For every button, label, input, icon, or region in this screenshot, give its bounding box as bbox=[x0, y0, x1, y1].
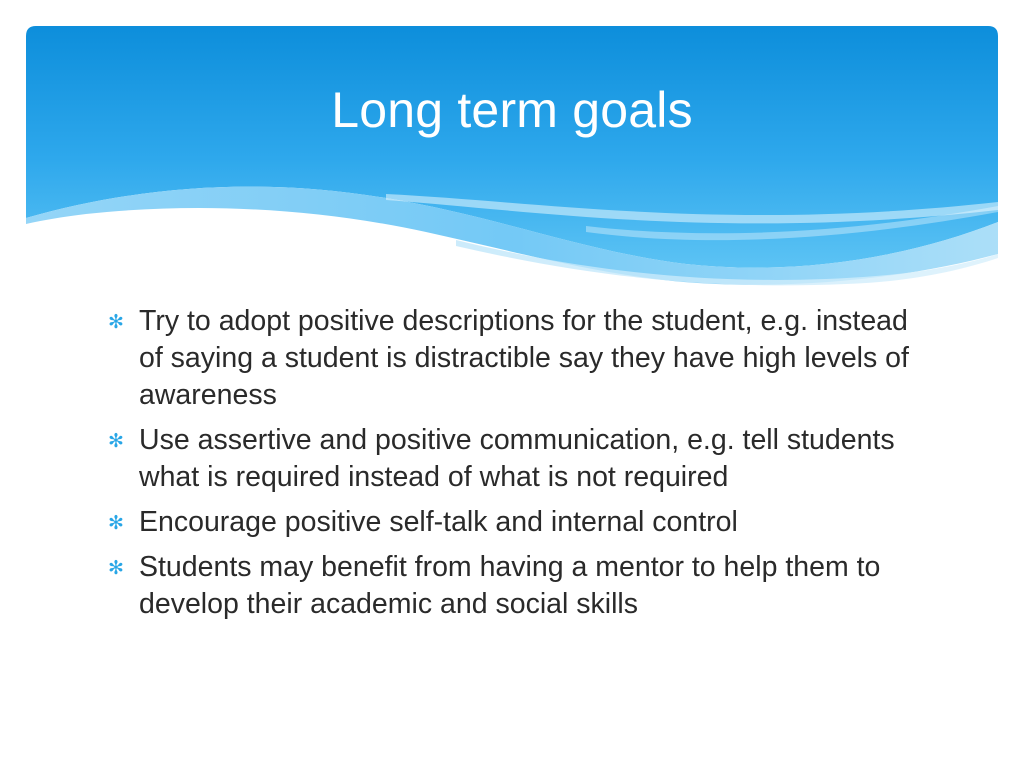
asterisk-icon: ✻ bbox=[108, 512, 124, 534]
bullet-item bbox=[108, 549, 938, 623]
header-wave-banner bbox=[26, 26, 998, 306]
bullet-text: Students may benefit from having a mentor to help them to develop their academic and social skills bbox=[139, 551, 881, 620]
asterisk-icon: ✻ bbox=[108, 557, 124, 579]
bullet-text: Encourage positive self-talk and internal control bbox=[139, 506, 738, 538]
bullet-text: Try to adopt positive descriptions for the student, e.g. instead of saying a student is distractible say they have high levels of awareness bbox=[139, 305, 909, 411]
bullet-text: Use assertive and positive communication, e.g. tell students what is required instead of what is not required bbox=[139, 424, 895, 493]
slide-title: Long term goals bbox=[331, 82, 693, 138]
header-wave-graphic bbox=[26, 26, 998, 306]
bullet-item bbox=[108, 504, 938, 541]
bullet-list bbox=[108, 303, 938, 631]
bullet-item bbox=[108, 422, 938, 496]
asterisk-icon: ✻ bbox=[108, 430, 124, 452]
bullet-item bbox=[108, 303, 938, 414]
asterisk-icon: ✻ bbox=[108, 311, 124, 333]
